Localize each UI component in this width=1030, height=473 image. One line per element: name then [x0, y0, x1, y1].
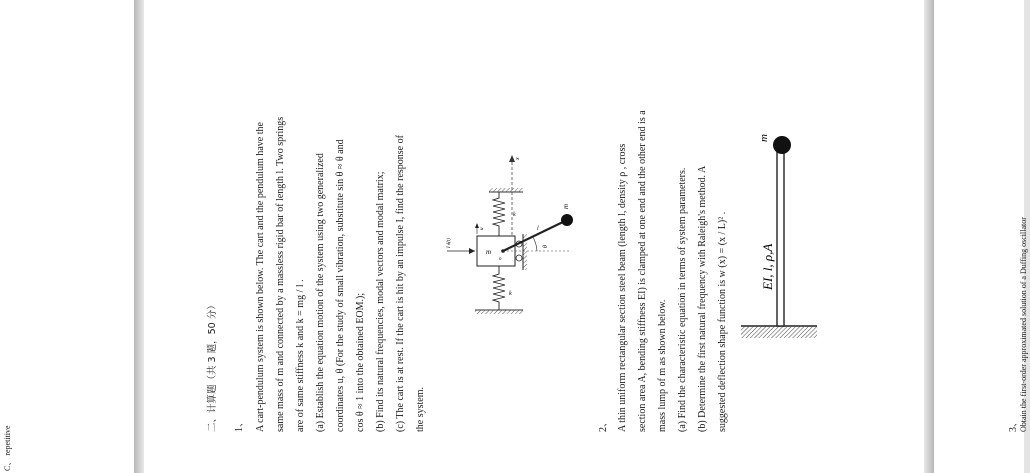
q2-line: suggested deflection shape function is w (x) = (x / L)² .: [717, 211, 728, 432]
q1-line: the system.: [415, 387, 426, 432]
tip-mass-label: m: [758, 134, 770, 142]
q1-line: (b) Find its natural frequencies, modal vectors and modal matrix;: [375, 171, 386, 432]
force-arrow: [469, 248, 475, 254]
angle-label: θ: [543, 245, 549, 248]
spring-bottom-label: k: [509, 291, 512, 297]
left-page-margin: [0, 0, 134, 473]
pivot-label: o: [499, 257, 502, 262]
page-edge-left: [134, 0, 144, 473]
page-edge-right: [924, 0, 934, 473]
wheel-bottom: [516, 255, 522, 261]
cart: [477, 236, 515, 266]
u-label: u: [480, 227, 485, 230]
bottom-ground-hatch: [475, 310, 523, 314]
spring-top-label: k: [513, 212, 516, 218]
force-label: I δ(t): [447, 238, 452, 248]
margin-text: C、 repetitive: [3, 425, 12, 471]
length-label: l: [537, 226, 539, 232]
beam-label: EI, l, ρ,A: [760, 243, 775, 290]
bottom-spring: [493, 266, 505, 310]
q1-line: are of same stiffness k and k = mg / l .: [295, 279, 306, 432]
q2-line: section area A, bending stiffness EI) is clamped at one end and the other end is a: [637, 110, 648, 432]
q2-line: A thin uniform rectangular section steel beam (length l, density ρ , cross: [617, 143, 628, 432]
q1-line: A cart-pendulum system is shown below. The cart and the pendulum have the: [255, 122, 266, 432]
angle-arc: [533, 237, 537, 251]
q3-line: Obtain the first-order approximated solution of a Duffing oscillator: [1019, 217, 1028, 432]
q1-line: (a) Establish the equation motion of the system using two generalized: [315, 153, 326, 432]
q1-line: coordinates u, θ (For the study of small vibration, substitute sin θ ≈ θ and: [335, 139, 346, 432]
pendulum-mass-label: m: [562, 203, 570, 209]
u-arrow: [475, 223, 479, 228]
right-page-margin: [934, 0, 1024, 473]
section-header: 二、计算题（共 3 题，50 分）: [207, 300, 218, 432]
cart-mass-label: m: [486, 248, 492, 256]
q2-line: mass lump of m as shown below.: [657, 299, 668, 432]
x-axis-label: x: [515, 157, 521, 160]
beam: [777, 152, 784, 326]
question-3-number: 3、: [1008, 417, 1019, 432]
top-ground-hatch: [489, 188, 523, 192]
q1-line: same mass of m and connected by a massless rigid bar of length l. Two springs: [275, 116, 286, 432]
cart-pendulum-diagram: [437, 150, 587, 322]
question-1-number: 1、: [234, 417, 245, 432]
tip-mass: [773, 136, 791, 154]
question-2-number: 2、: [598, 417, 609, 432]
q1-line: cos θ ≈ 1 into the obtained EOM.);: [355, 292, 366, 432]
ground-hatch: [741, 326, 817, 338]
cantilever-beam-diagram: [735, 128, 825, 343]
pivot: [501, 249, 505, 253]
q2-line: (a) Find the characteristic equation in terms of system parameters.: [677, 167, 688, 432]
q1-line: (c) The cart is at rest. If the cart is hit by an impulse I, find the response of: [395, 135, 406, 432]
q2-line: (b) Determine the first natural frequency with Raleigh's method. A: [697, 165, 708, 432]
top-spring: [493, 192, 505, 236]
pendulum-mass: [561, 214, 573, 226]
